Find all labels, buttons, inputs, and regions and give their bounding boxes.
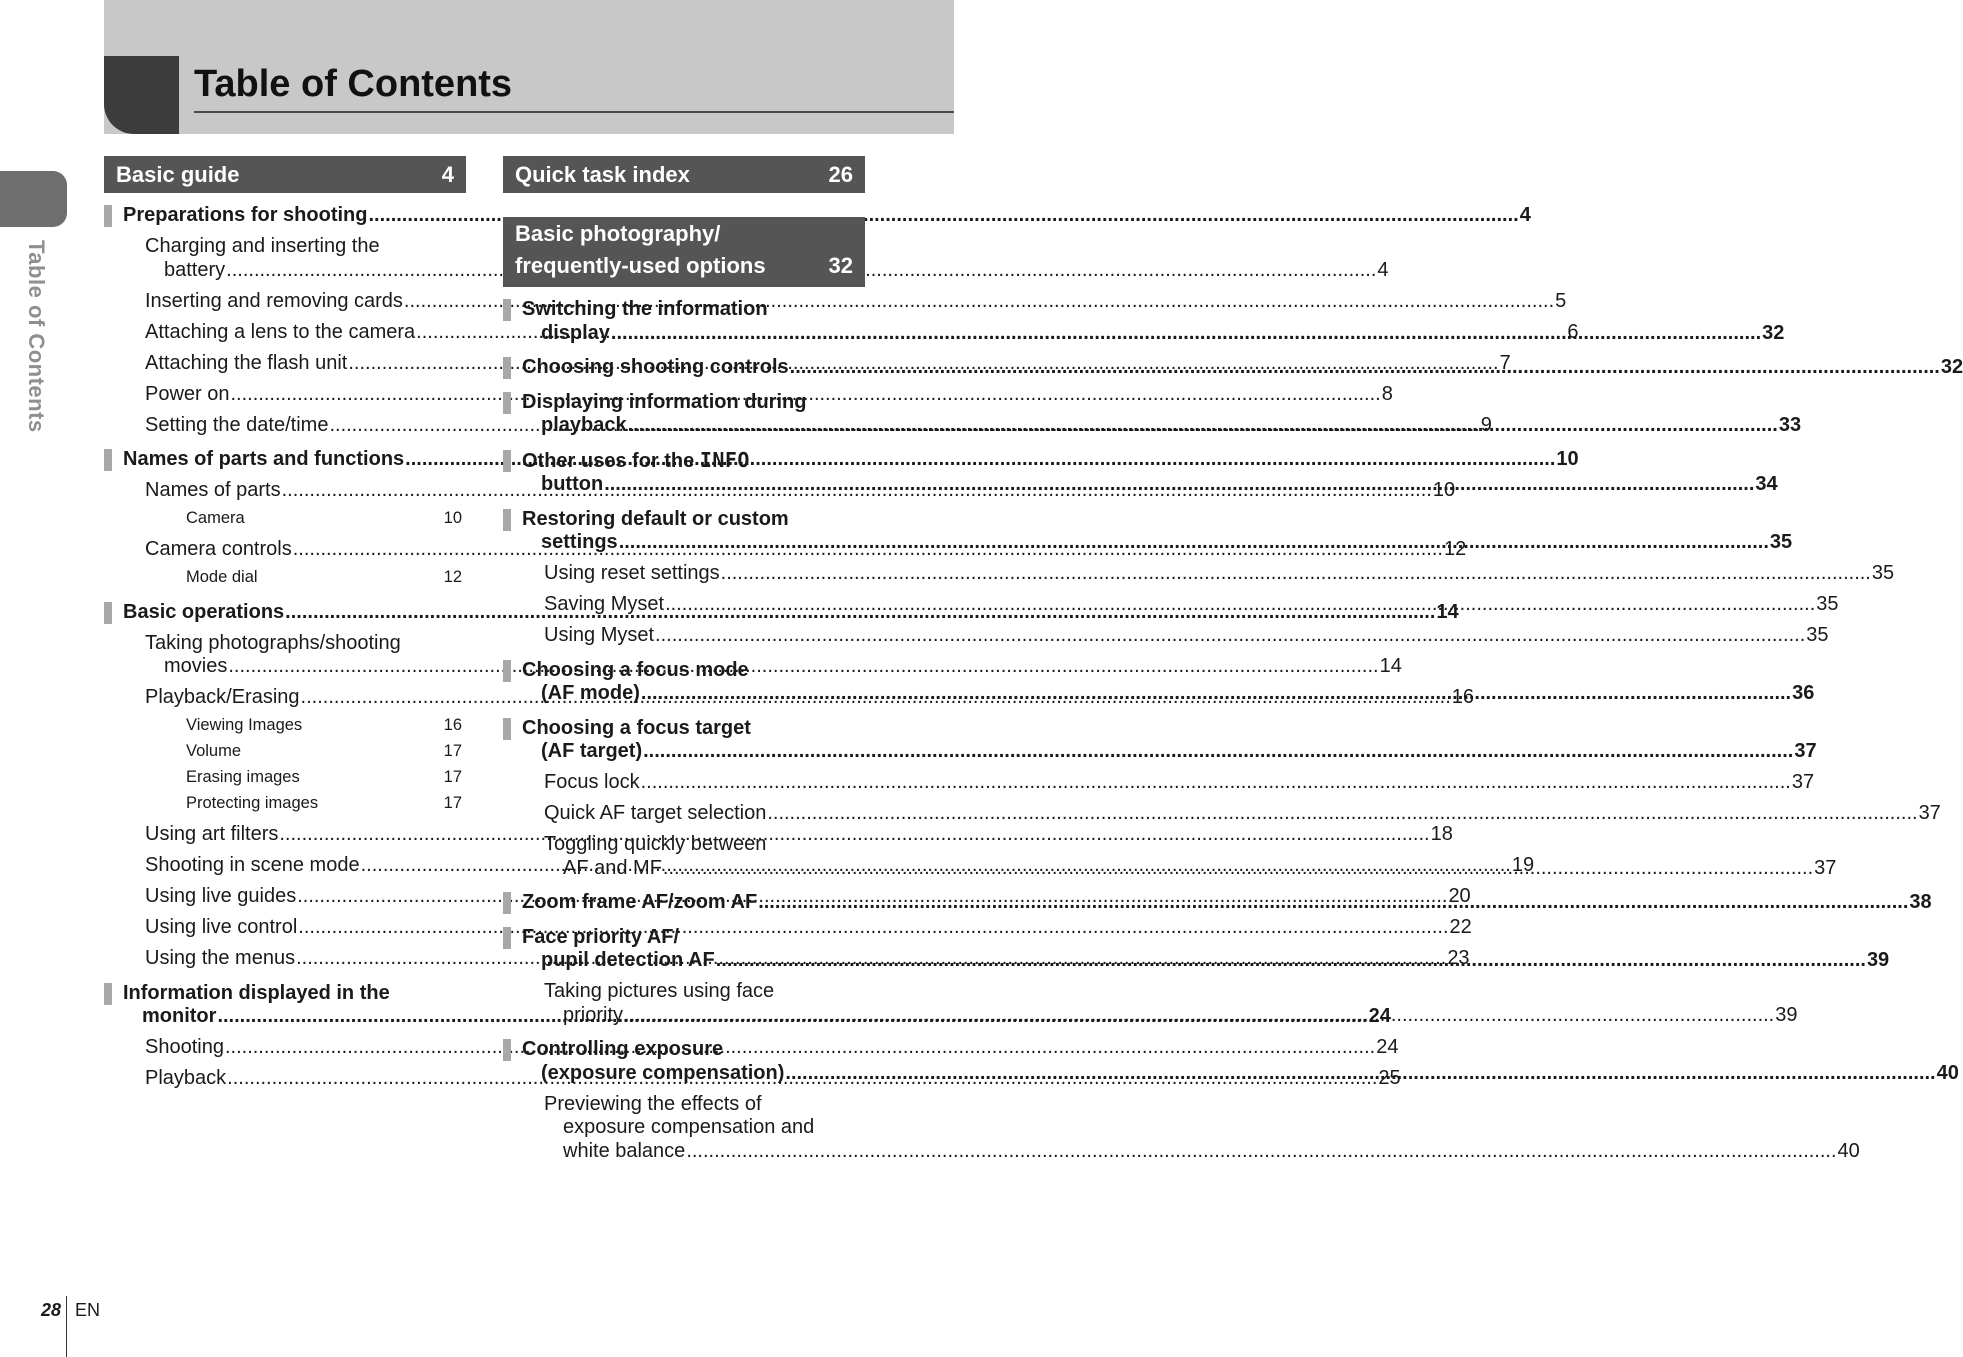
toc-entry-title: playback (541, 414, 627, 436)
dot-leader (721, 562, 1871, 586)
toc-entry-title: Other uses for the INFO (522, 447, 750, 472)
dot-leader (643, 740, 1793, 764)
toc-group-heading[interactable] (503, 298, 1785, 345)
toc-group-title (522, 926, 1889, 973)
toc-line (522, 740, 1817, 764)
toc-page-number: 10 (1556, 448, 1579, 470)
toc-subsubitems (145, 712, 462, 816)
toc-group-title (522, 508, 1792, 555)
toc-entry-title: Attaching the flash unit (145, 351, 348, 374)
toc-group (503, 298, 1785, 345)
toc-group-heading[interactable] (503, 716, 1817, 764)
toc-page-number: 35 (1816, 593, 1839, 615)
language-label: EN (75, 1300, 101, 1320)
toc-subsubitems (145, 564, 462, 590)
toc-entry-title: (exposure compensation) (541, 1061, 785, 1084)
toc-page-number: 7 (1499, 351, 1511, 374)
toc-page-number: 34 (1755, 473, 1778, 495)
bullet-bar-icon (503, 660, 511, 682)
toc-page-number: 39 (1775, 1003, 1798, 1026)
toc-entry-title: Choosing a focus mode (522, 658, 749, 681)
toc-page-number: 23 (1447, 947, 1470, 969)
toc-line (544, 1139, 1860, 1164)
toc-group-heading[interactable] (503, 356, 1963, 380)
toc-page-number: 17 (443, 741, 462, 760)
toc-page-number: 37 (1918, 802, 1941, 824)
toc-entry-title: priority (563, 1003, 624, 1026)
toc-subsubitem[interactable] (186, 564, 462, 590)
toc-entry-title: Inserting and removing cards (145, 289, 403, 312)
toc-item[interactable] (544, 802, 1941, 826)
toc-group-title (522, 1038, 1959, 1085)
toc-line (522, 949, 1889, 973)
dot-leader (716, 949, 1866, 973)
toc-page-number: 36 (1792, 682, 1815, 704)
section-page: 4 (441, 161, 454, 187)
toc-entry-title: Choosing shooting controls (522, 356, 789, 378)
toc-page-number: 16 (1451, 686, 1475, 708)
toc-page-number: 8 (1381, 382, 1393, 405)
dot-leader (611, 322, 1761, 346)
toc-entry-title: Attaching a lens to the camera (145, 320, 416, 343)
toc-entry-title: Using art filters (145, 823, 279, 845)
toc-line (522, 891, 1932, 915)
toc-line (544, 624, 1829, 648)
toc-line (522, 531, 1792, 555)
toc-entry-title: Volume (186, 741, 242, 760)
toc-page-number: 24 (1376, 1036, 1399, 1058)
toc-line (522, 322, 1784, 346)
toc-subsubitem[interactable] (186, 738, 462, 764)
toc-page-number: 32 (1762, 321, 1785, 344)
toc-entry-title: Toggling quickly between (544, 833, 767, 855)
section-page: 26 (828, 161, 853, 187)
toc-entry-title: Face priority AF/ (522, 925, 680, 948)
toc-page-number: 39 (1866, 949, 1890, 971)
bullet-bar-icon (104, 983, 112, 1005)
toc-page-number: 22 (1449, 916, 1472, 938)
toc-group-title (522, 356, 1963, 380)
dot-leader (663, 857, 1813, 881)
toc-entry-title: white balance (563, 1139, 686, 1162)
toc-group-title (522, 659, 1814, 706)
toc-entry-title: Restoring default or custom (522, 507, 789, 530)
dot-leader (767, 802, 1917, 826)
side-tab (0, 171, 67, 227)
bullet-bar-icon (503, 357, 511, 379)
toc-group-title (522, 891, 1932, 915)
bullet-bar-icon (503, 450, 511, 472)
toc-page-number: 32 (1940, 356, 1963, 378)
toc-page-number: 35 (1806, 624, 1829, 646)
toc-page-number: 17 (443, 767, 462, 786)
toc-entry-title: Mode dial (186, 567, 258, 586)
dot-leader (785, 1062, 1935, 1086)
header-accent-block (104, 56, 179, 134)
toc-page-number: 33 (1778, 414, 1802, 436)
toc-group-title (522, 449, 1778, 497)
info-button-label: INFO (699, 447, 750, 472)
toc-page-number: 14 (1436, 600, 1459, 623)
toc-page-number: 9 (1480, 413, 1492, 436)
toc-page-number: 17 (443, 793, 462, 812)
bullet-bar-icon (503, 927, 511, 949)
toc-entry-title: Names of parts (145, 479, 281, 501)
toc-line (522, 682, 1814, 706)
section-page: 32 (828, 253, 853, 278)
section-header-basic-photography[interactable] (503, 217, 865, 287)
toc-page-number: 19 (1511, 854, 1535, 876)
toc-entry-title: Playback/Erasing (145, 686, 300, 708)
toc-entry-title: Camera controls (145, 538, 292, 560)
toc-group-heading[interactable] (104, 204, 1531, 228)
toc-group (503, 390, 1802, 438)
toc-entry-title: Using the menus (145, 947, 296, 969)
bullet-bar-icon (503, 1039, 511, 1061)
dot-leader (604, 473, 1754, 497)
toc-page-number: 12 (443, 567, 462, 586)
toc-line (522, 1062, 1959, 1086)
toc-page-number: 25 (1378, 1067, 1401, 1089)
bullet-bar-icon (503, 509, 511, 531)
toc-page-number: 5 (1555, 289, 1567, 312)
toc-group-title (522, 298, 1784, 345)
toc-entry-title: Shooting (145, 1036, 224, 1058)
toc-page-number: 24 (1368, 1005, 1391, 1027)
toc-entry-title: (AF mode) (541, 682, 640, 704)
toc-page-number: 12 (1443, 538, 1467, 560)
toc-line (522, 356, 1963, 380)
toc-entry-title: exposure compensation and (563, 1116, 815, 1138)
page-title: Table of Contents (194, 63, 513, 105)
toc-entry-title: Viewing Images (186, 715, 303, 734)
bullet-bar-icon (104, 602, 112, 624)
toc-entry-title: Erasing images (186, 767, 300, 786)
toc-entry-title: Information displayed in the (123, 981, 390, 1004)
toc-entry-title: Setting the date/time (145, 413, 329, 436)
toc-subitems (503, 1092, 1860, 1164)
toc-entry-title: Taking pictures using face (544, 980, 775, 1002)
bullet-bar-icon (503, 892, 511, 914)
toc-entry-title: Using live guides (145, 885, 297, 907)
toc-entry-title: Using live control (145, 916, 298, 938)
dot-leader (655, 624, 1805, 648)
toc-entry-title: pupil detection AF (541, 949, 715, 971)
section-title: Basic photography/ frequently-used options (515, 221, 766, 278)
toc-entry-title: settings (541, 531, 618, 553)
page-number: 28 (41, 1300, 62, 1320)
toc-entry-title: Preparations for shooting (123, 204, 368, 226)
toc-entry-title: Previewing the effects of (544, 1092, 762, 1115)
toc-subsubitem[interactable] (186, 790, 462, 816)
toc-page-number: 37 (1794, 740, 1817, 762)
toc-entry-title: battery (164, 258, 226, 281)
side-tab-label: Table of Contents (24, 240, 49, 433)
toc-group-heading[interactable] (503, 390, 1802, 438)
toc-entry-title: AF and MF (563, 856, 662, 879)
toc-subsubitems (145, 505, 462, 531)
toc-page-number: 14 (1379, 655, 1402, 677)
toc-subsubitem[interactable] (186, 505, 462, 531)
toc-page-number: 40 (1936, 1061, 1959, 1084)
toc-entry-title: Controlling exposure (522, 1038, 724, 1060)
toc-entry-title: Camera (186, 508, 245, 527)
bullet-bar-icon (503, 299, 511, 321)
toc-page-number: 16 (443, 715, 462, 734)
section-title: Quick task index (515, 161, 690, 187)
toc-entry-title: display (541, 321, 610, 344)
dot-leader (619, 531, 1769, 555)
toc-entry-title: Saving Myset (544, 593, 665, 615)
toc-entry-title: Using reset settings (544, 562, 720, 584)
toc-entry-title: monitor (142, 1005, 217, 1027)
toc-page-number: 20 (1448, 885, 1471, 907)
section-header-quick-task-index[interactable] (503, 156, 865, 193)
toc-entry-title: Zoom frame AF/zoom AF (522, 891, 758, 913)
toc-entry-title: Switching the information (522, 298, 768, 320)
footer-rule (66, 1296, 67, 1357)
toc-page-number: 4 (1519, 204, 1531, 226)
toc-line (544, 562, 1895, 586)
toc-page-number: 10 (443, 508, 462, 527)
toc-entry-title: Focus lock (544, 771, 640, 793)
toc-page-number: 38 (1909, 891, 1932, 913)
toc-page-number: 18 (1430, 823, 1453, 845)
section-header-basic-guide[interactable] (104, 156, 466, 193)
toc-page-number: 40 (1837, 1139, 1860, 1162)
dot-leader (686, 1140, 1836, 1164)
toc-page-number: 35 (1769, 531, 1793, 553)
toc-entry-title: movies (164, 655, 228, 677)
toc-page-number: 4 (1377, 258, 1389, 281)
toc-page-number: 35 (1871, 562, 1895, 584)
toc-item[interactable] (544, 562, 1895, 586)
toc-line (522, 414, 1801, 438)
toc-page-number: 10 (1432, 479, 1456, 501)
toc-entry-title: Quick AF target selection (544, 802, 767, 824)
dot-leader (641, 682, 1791, 706)
section-title: Basic guide (116, 161, 240, 187)
toc-entry-title: Charging and inserting the (145, 235, 380, 257)
toc-entry-title: Displaying information during (522, 390, 807, 413)
toc-item[interactable] (544, 771, 1815, 795)
toc-entry-title: button (541, 473, 604, 495)
toc-entry-title: Names of parts and functions (123, 448, 405, 470)
toc-entry-title: Using Myset (544, 624, 655, 646)
toc-page-number: 37 (1791, 771, 1815, 793)
toc-entry-title: Shooting in scene mode (145, 854, 360, 876)
toc-item[interactable] (544, 1092, 1860, 1164)
toc-entry-title: Protecting images (186, 793, 319, 812)
header-rule (194, 111, 954, 113)
toc-entry-title: Power on (145, 382, 230, 405)
toc-group-title (522, 717, 1817, 764)
toc-entry-title: Basic operations (123, 600, 285, 623)
dot-leader (665, 593, 1815, 617)
toc-entry-title: Taking photographs/shooting (145, 631, 401, 654)
toc-entry-title: Playback (145, 1067, 227, 1089)
dot-leader (641, 771, 1791, 795)
dot-leader (628, 414, 1778, 438)
dot-leader (624, 1004, 1774, 1028)
dot-leader (790, 356, 1940, 380)
toc-line (544, 771, 1815, 795)
bullet-bar-icon (503, 718, 511, 740)
bullet-bar-icon (104, 449, 112, 471)
toc-group-title (522, 391, 1801, 438)
toc-page-number: 6 (1567, 320, 1579, 343)
toc-page-number: 37 (1814, 856, 1837, 879)
bullet-bar-icon (503, 392, 511, 414)
toc-line (544, 802, 1941, 826)
toc-subsubitem[interactable] (186, 712, 462, 738)
toc-subsubitem[interactable] (186, 764, 462, 790)
toc-entry-title: (AF target) (541, 740, 643, 762)
toc-item[interactable] (544, 624, 1829, 648)
toc-group (503, 356, 1963, 380)
bullet-bar-icon (104, 205, 112, 227)
toc-entry-title: Choosing a focus target (522, 716, 751, 739)
toc-line (522, 473, 1778, 497)
dot-leader (758, 891, 1908, 915)
